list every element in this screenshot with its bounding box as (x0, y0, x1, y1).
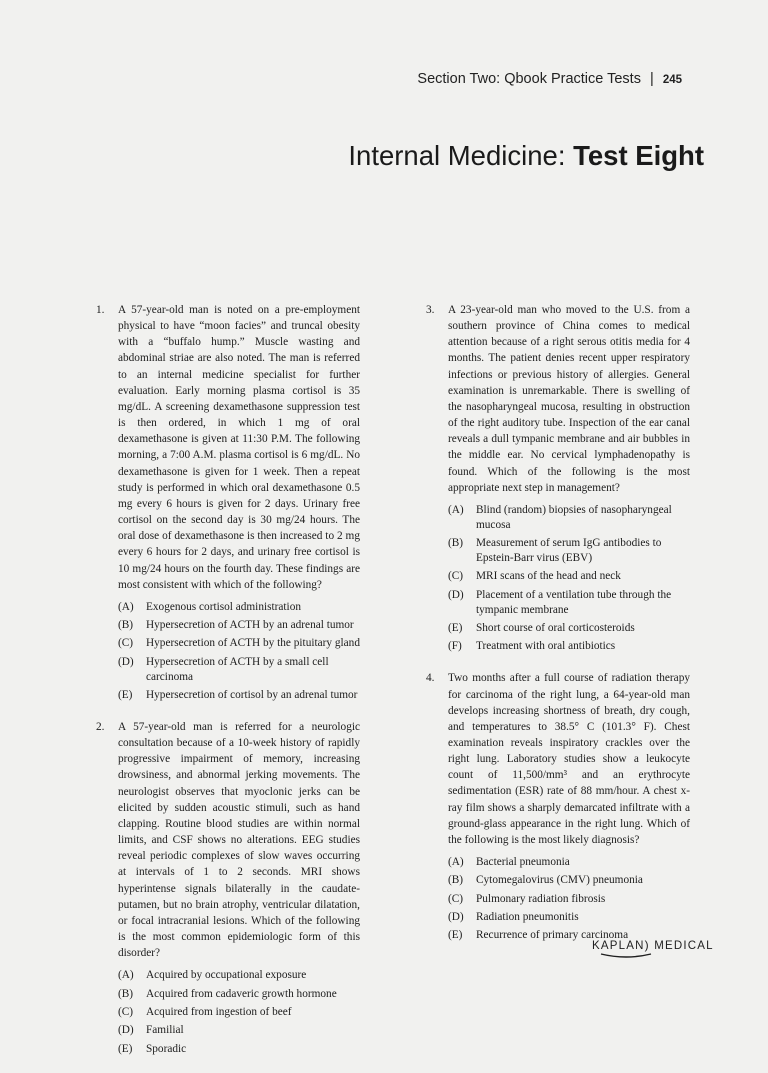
option-label: (D) (118, 655, 134, 668)
option-text: Treatment with oral antibiotics (476, 640, 616, 653)
option-text: MRI scans of the head and neck (476, 570, 621, 583)
answer-option (448, 588, 690, 618)
option-text: Placement of a ventilation tube through the tympanic membrane (476, 588, 672, 616)
option-label: (A) (448, 856, 464, 869)
answer-option (118, 655, 360, 685)
option-label: (E) (448, 622, 463, 635)
answer-option (448, 892, 690, 907)
answer-option (118, 968, 360, 983)
question-stem: A 23-year-old man who moved to the U.S. from a southern province of China comes to medical attention because of a right serous otitis media for 4 months. The patient denies recent upper respiratory infections or previous history of allergies. General examination is unremarkable. There is swelling of the nasopharyngeal mucosa, resulting in obstruction of the right auditory tube. Inspection of the ear canal reveals a dull tympanic membrane and air bubbles in the middle ear. No cervical lymphadenopathy is found. Which of the following is the most appropriate next step in management? (448, 304, 690, 494)
title-test: Test Eight (573, 140, 704, 171)
answer-option (448, 621, 690, 636)
answer-option (118, 688, 360, 703)
question-stem: Two months after a full course of radiation therapy for carcinoma of the right lung, a 64-year-old man develops increasing shortness of breath, dry cough, and temperatures to 38.5° C (101.3° F). Chest examination reveals inspiratory crackles over the right lung. Laboratory studies show a leukocyte count of 11,500/mm³ and an erythrocyte sedimentation (ESR) rate of 88 mm/hour. A chest x-ray film shows a sharply demarcated infiltrate with a ground-glass appearance in the right lung. Which of the following is the most likely diagnosis? (448, 672, 690, 846)
answer-option (118, 636, 360, 651)
option-label: (A) (448, 503, 464, 516)
option-label: (C) (448, 570, 464, 583)
left-column (90, 302, 360, 1073)
answer-options (118, 600, 360, 703)
option-text: Acquired from ingestion of beef (146, 1005, 292, 1018)
question-3 (420, 302, 690, 654)
option-text: Acquired from cadaveric growth hormone (146, 987, 337, 1000)
question-number: 2. (96, 721, 105, 733)
answer-option (118, 1023, 360, 1038)
option-text: Hypersecretion of cortisol by an adrenal tumor (146, 689, 358, 701)
header-separator: | (650, 71, 654, 87)
answer-option (448, 855, 690, 870)
option-label: (B) (448, 537, 464, 550)
answer-options (448, 503, 690, 654)
option-label: (B) (118, 619, 134, 632)
answer-option (118, 987, 360, 1002)
answer-options (118, 968, 360, 1056)
question-4 (420, 670, 690, 943)
answer-options (448, 855, 690, 943)
option-label: (C) (118, 1005, 134, 1018)
option-text: Exogenous cortisol administration (146, 600, 301, 613)
option-label: (D) (448, 588, 464, 601)
option-text: Blind (random) biopsies of nasopharyngeal mucosa (476, 503, 672, 531)
answer-option (118, 618, 360, 633)
logo-word-kaplan: KAPLAN (592, 940, 645, 952)
option-text: Short course of oral corticosteroids (476, 622, 635, 635)
question-number: 3. (426, 304, 435, 316)
question-2 (90, 719, 360, 1057)
option-label: (A) (118, 600, 134, 613)
answer-option (118, 1042, 360, 1057)
option-text: Hypersecretion of ACTH by the pituitary gland (146, 637, 360, 650)
answer-option (448, 910, 690, 925)
title-subject: Internal Medicine: (348, 140, 566, 171)
option-text: Measurement of serum IgG antibodies to Epstein-Barr virus (EBV) (476, 537, 662, 565)
right-column (420, 302, 690, 959)
option-label: (D) (118, 1024, 134, 1037)
answer-option (448, 639, 690, 654)
option-text: Sporadic (146, 1042, 187, 1055)
option-label: (B) (118, 987, 134, 1000)
question-stem: A 57-year-old man is noted on a pre-employment physical to have “moon facies” and truncal obesity with a “buffalo hump.” Muscle wasting and abdominal striae are also noted. The man is referred to an internal medicine specialist for further evaluation. Early morning plasma cortisol is 35 mg/dL. A screening dexamethasone suppression test is then ordered, in which 1 mg of oral dexamethasone is given at 11:30 P.M. The following morning, a 7:00 A.M. plasma cortisol is 6 mg/dL. No dexamethasone is given for 1 week. Then a repeat study is performed in which oral dexamethasone 0.5 mg every 6 hours is given for 2 days. Urinary free cortisol on the second day is 30 mg/24 hours. The oral dose of dexamethasone is then increased to 2 mg every 6 hours for 2 days, and urinary free cortisol is 10 mg/24 hours on the fourth day. These findings are most consistent with which of the following? (118, 304, 360, 591)
option-label: (E) (448, 929, 463, 942)
option-label: (A) (118, 969, 134, 982)
question-number: 4. (426, 672, 435, 685)
option-text: Recurrence of primary carcinoma (476, 929, 629, 942)
logo-paren: ) (644, 938, 650, 952)
answer-option (448, 569, 690, 584)
option-label: (E) (118, 689, 133, 701)
option-text: Radiation pneumonitis (476, 910, 579, 923)
running-header (417, 71, 682, 87)
option-text: Acquired by occupational exposure (146, 969, 307, 982)
option-text: Hypersecretion of ACTH by a small cell carcinoma (146, 655, 329, 683)
option-text: Familial (146, 1024, 184, 1037)
question-number: 1. (96, 304, 105, 316)
answer-option (448, 536, 690, 566)
option-label: (B) (448, 874, 464, 887)
question-1 (90, 302, 360, 703)
answer-option (118, 600, 360, 615)
option-label: (D) (448, 910, 464, 923)
question-stem: A 57-year-old man is referred for a neurologic consultation because of a 10-week history of rapidly progressive impairment of memory, increasing drowsiness, and abnormal jerking movements. The neurologist observes that myoclonic jerks can be elicited by sudden acoustic stimuli, such as hand clapping. Routine blood studies are within normal limits, and CSF shows no alterations. EEG studies reveal periodic complexes of slow waves occurring at intervals of 1 to 2 seconds. MRI shows hyperintense signals bilaterally in the caudate-putamen, but no brain atrophy, ventricular dilatation, or focal intracranial lesions. Which of the following is the most common epidemiologic form of this disorder? (118, 721, 360, 960)
answer-option (448, 873, 690, 888)
section-subtitle: Qbook Practice Tests (504, 71, 641, 87)
option-label: (F) (448, 640, 462, 653)
answer-option (118, 1005, 360, 1020)
option-text: Cytomegalovirus (CMV) pneumonia (476, 874, 643, 887)
kaplan-medical-logo (592, 938, 714, 952)
page-number: 245 (662, 74, 682, 86)
section-label: Section Two: (417, 71, 501, 87)
option-label: (E) (118, 1042, 133, 1055)
answer-option (448, 503, 690, 533)
page-title (348, 140, 704, 172)
option-label: (C) (118, 637, 134, 650)
logo-word-medical: MEDICAL (654, 940, 714, 952)
option-text: Pulmonary radiation fibrosis (476, 892, 606, 905)
option-text: Hypersecretion of ACTH by an adrenal tumor (146, 619, 354, 632)
logo-swoosh-icon (600, 951, 652, 959)
option-label: (C) (448, 892, 464, 905)
option-text: Bacterial pneumonia (476, 856, 570, 869)
